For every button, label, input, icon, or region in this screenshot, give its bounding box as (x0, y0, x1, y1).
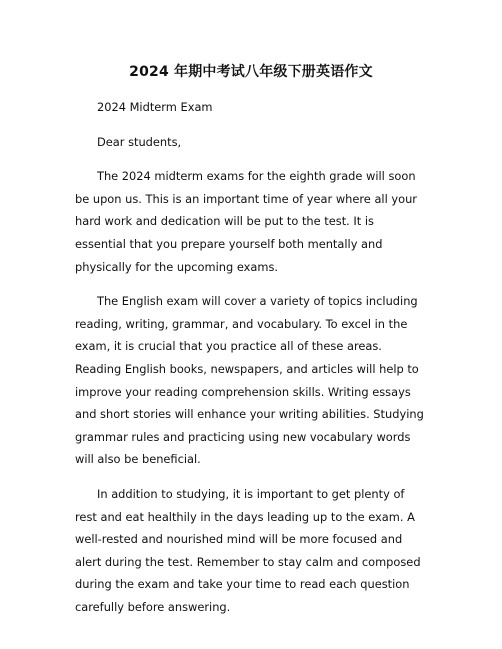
document-body (75, 96, 427, 630)
document-title: 2024 年期中考试八年级下册英语作文 (129, 64, 373, 80)
body-paragraph-1: The 2024 midterm exams for the eighth grade will soon be upon us. This is an important time of year where all your hard work and dedication will be put to the test. It is essential that you prepare yourself both mentally and physically for the upcoming exams. (75, 169, 417, 274)
document-subtitle: 2024 Midterm Exam (97, 100, 213, 114)
body-paragraph-3: In addition to studying, it is important to get plenty of rest and eat healthily in the days leading up to the exam. A well-rested and nourished mind will be more focused and alert during the test. Remember to stay calm and composed during the exam and take your time to read each question carefully before answering. (75, 486, 421, 614)
salutation: Dear students, (97, 134, 182, 149)
body-paragraph-2: The English exam will cover a variety of topics including reading, writing, grammar, and vocabulary. To excel in the exam, it is crucial that you practice all of these areas. Reading English books, newspapers, and articles will help to improve your reading comprehension skills. Writing essays and short stories will enhance your writing abilities. Studying grammar rules and practicing using new vocabulary words will also be beneficial. (75, 294, 424, 467)
